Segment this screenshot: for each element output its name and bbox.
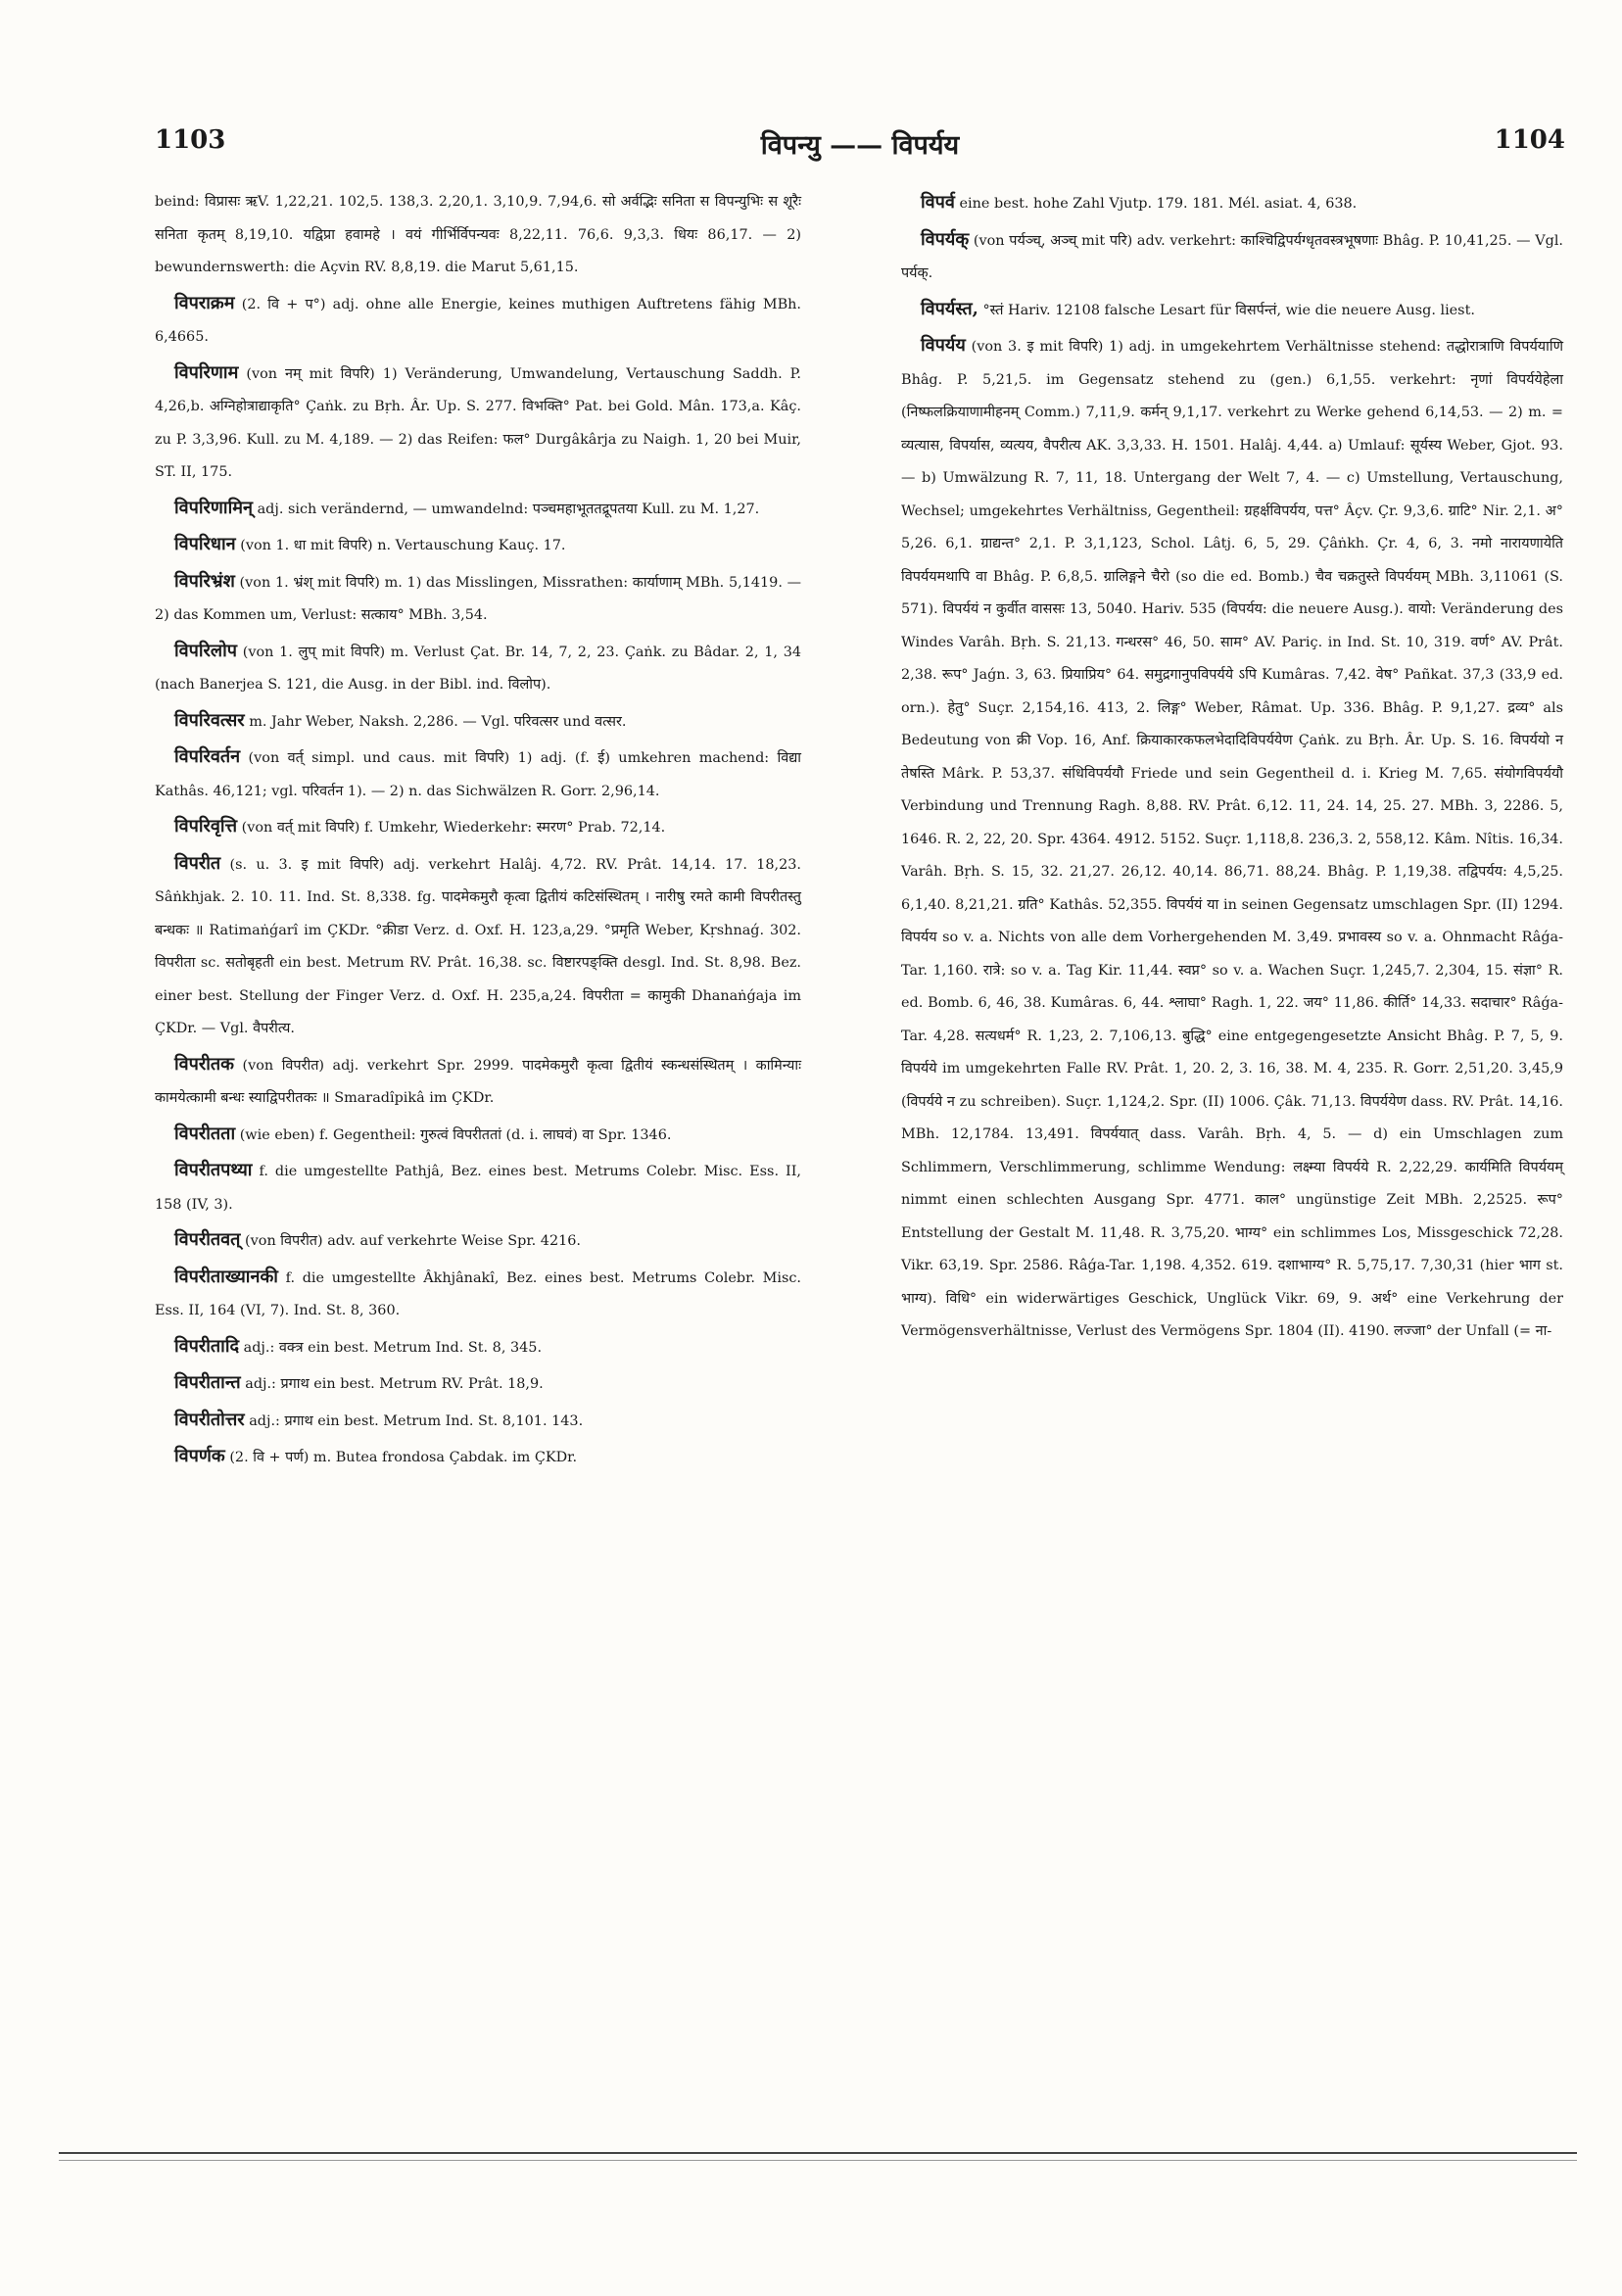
dictionary-entry bbox=[155, 357, 801, 490]
left-column bbox=[155, 186, 801, 1477]
entry-body: (von 3. इ mit विपरि) 1) adj. in umgekehrtem Verhältnisse stehend: तद्धोरात्राणि विपर्ययाणि Bhâg. P. 5,21,5. im Gegensatz stehend zu (gen.) 6,1,55. verkehrt: नृणां विपर्ययेहेला (निष्फलक्रियाणामीहनम् Comm.) 7,11,9. कर्मन् 9,1,17. verkehrt zu Werke gehend 6,14,53. — 2) m. = व्यत्यास, विपर्यास, व्यत्यय, वैपरीत्य AK. 3,3,33. H. 1501. Halâj. 4,44. a) Umlauf: सूर्यस्य Weber, Gjot. 93. — b) Umwälzung R. 7, 11, 18. Untergang der Welt 7, 4. — c) Umstellung, Vertauschung, Wechsel; umgekehrtes Verhältniss, Gegentheil: ग्रहर्क्षविपर्यय, पत्त° Âçv. Çr. 9,3,6. ग्राटि° Nir. 2,1. अ° 5,26. 6,1. ग्राद्यन्त° 2,1. P. 3,1,123, Schol. Lâtj. 6, 5, 29. Çâṅkh. Çr. 4, 6, 3. नमो नारायणायेति विपर्ययमथापि वा Bhâg. P. 6,8,5. ग्रालिङ्गने चैरो (so die ed. Bomb.) चैव चक्रतुस्ते विपर्ययम् MBh. 3,11061 (S. 571). विपर्ययं न कुर्वीत वाससः 13, 5040. Hariv. 535 (विपर्यय: die neuere Ausg.). वायो: Veränderung des Windes Varâh. Bṛh. S. 21,13. गन्धरस° 46, 50. साम° AV. Pariç. in Ind. St. 10, 319. वर्ण° AV. Prât. 2,38. रूप° Jaǵn. 3, 63. प्रियाप्रिय° 64. समुद्रगानुपविपर्यये ऽपि Kumâras. 7,42. वेष° Pañkat. 37,3 (33,9 ed. orn.). हेतु° Suçr. 2,154,16. 413, 2. लिङ्ग° Weber, Râmat. Up. 336. Bhâg. P. 9,1,27. द्रव्य° als Bedeutung von क्री Vop. 16, Anf. क्रियाकारकफलभेदादिविपर्ययेण Çaṅk. zu Bṛh. Âr. Up. S. 16. विपर्ययो न तेषस्ति Mârk. P. 53,37. संधिविपर्ययौ Friede und sein Gegentheil d. i. Krieg M. 7,65. संयोगविपर्ययौ Verbindung und Trennung Ragh. 8,88. RV. Prât. 6,12. 11, 24. 14, 25. 27. MBh. 3, 2286. 5, 1646. R. 2, 22, 20. Spr. 4364. 4912. 5152. Suçr. 1,118,8. 236,3. 2, 558,12. Kâm. Nîtis. 16,34. Varâh. Bṛh. S. 15, 32. 21,27. 26,12. 40,14. 86,71. 88,24. Bhâg. P. 1,19,38. तद्विपर्यय: 4,5,25. 6,1,40. 8,21,21. ग्रति° Kathâs. 52,355. विपर्ययं या in seinen Gegensatz umschlagen Spr. (II) 1294. विपर्यय so v. a. Nichts von alle dem Vorhergehenden M. 3,49. प्रभावस्य so v. a. Ohnmacht Râǵa-Tar. 1,160. रात्रे: so v. a. Tag Kir. 11,44. स्वप्न° so v. a. Wachen Suçr. 1,245,7. 2,304, 15. संज्ञा° R. ed. Bomb. 6, 46, 38. Kumâras. 6, 44. श्लाघा° Ragh. 1, 22. जय° 11,86. कीर्ति° 14,33. सदाचार° Râǵa-Tar. 4,28. सत्यधर्म° R. 1,23, 2. 7,106,13. बुद्धि° eine entgegengesetzte Ansicht Bhâg. P. 7, 5, 9. विपर्यये im umgekehrten Falle RV. Prât. 1, 20. 2, 3. 16, 38. M. 4, 235. R. Gorr. 2,51,20. 3,45,9 (विपर्यये न zu schreiben). Suçr. 1,124,2. Spr. (II) 1006. Çâk. 71,13. विपर्ययेण dass. RV. Prât. 14,16. MBh. 12,1784. 13,491. विपर्ययात् dass. Varâh. Bṛh. 4, 5. — d) ein Umschlagen zum Schlimmern, Verschlimmerung, schlimme Wendung: लक्ष्म्या विपर्यये R. 2,22,29. कार्यमिति विपर्ययम् nimmt einen schlechten Ausgang Spr. 4771. काल° ungünstige Zeit MBh. 2,2525. रूप° Entstellung der Gestalt M. 11,48. R. 3,75,20. भाग्य° ein schlimmes Los, Missgeschick 72,28. Vikr. 63,19. Spr. 2586. Râǵa-Tar. 1,198. 4,352. 619. दशाभाग्य° R. 5,75,17. 7,30,31 (hier भाग st. भाग्य). विधि° ein widerwärtiges Geschick, Unglück Vikr. 69, 9. अर्थ° eine Verkehrung der Vermögensverhältnisse, Verlust des Vermögens Spr. 1804 (II). 4190. लज्जा° der Unfall (= ना- bbox=[901, 339, 1564, 1339]
dictionary-entry bbox=[155, 1261, 801, 1328]
dictionary-entry bbox=[155, 565, 801, 633]
entry-body: adj.: वक्त्र ein best. Metrum Ind. St. 8, 345. bbox=[243, 1339, 543, 1356]
dictionary-entry bbox=[155, 1330, 801, 1365]
entry-headword: विपरीतान्त bbox=[174, 1372, 241, 1393]
dictionary-entry bbox=[155, 704, 801, 740]
dictionary-entry bbox=[901, 186, 1563, 221]
entry-headword: विपरिणाम bbox=[174, 361, 239, 383]
entry-headword: विपरीतपथ्या bbox=[174, 1160, 253, 1180]
dictionary-entry bbox=[155, 847, 801, 1046]
entry-headword: विपरीत bbox=[174, 852, 221, 874]
dictionary-entry bbox=[155, 186, 801, 285]
entry-body: m. Jahr Weber, Naksh. 2,286. — Vgl. परिवत्सर und वत्सर. bbox=[249, 713, 627, 730]
entry-headword: विपरिवृत्ति bbox=[174, 816, 238, 837]
page-header bbox=[155, 125, 1565, 165]
entry-headword: विपर्यय bbox=[921, 335, 966, 356]
entry-body: (von विपरीत) adv. auf verkehrte Weise Spr. 4216. bbox=[245, 1233, 582, 1249]
entry-body: °स्तं Hariv. 12108 falsche Lesart für विसर्पन्तं, wie die neuere Ausg. liest. bbox=[982, 302, 1475, 318]
entry-body: f. die umgestellte Pathjâ, Bez. eines best. Metrums Colebr. Misc. Ess. II, 158 (IV, 3). bbox=[155, 1164, 801, 1213]
dictionary-entry bbox=[155, 1366, 801, 1402]
entry-headword: विपरिलोप bbox=[174, 640, 238, 661]
dictionary-entry bbox=[155, 635, 801, 702]
entry-body: (von विपरीत) adj. verkehrt Spr. 2999. पादमेकमुरौ कृत्वा द्वितीयं स्कन्धसंस्थितम् । कामिन्याः कामयेत्कामी बन्धः स्याद्विपरीतकः ॥ Smaradîpikâ im ÇKDr. bbox=[155, 1057, 801, 1106]
dictionary-entry bbox=[901, 329, 1563, 1349]
dictionary-entry bbox=[155, 492, 801, 527]
footer-rule bbox=[59, 2152, 1577, 2154]
entry-body: (s. u. 3. इ mit विपरि) adj. verkehrt Halâj. 4,72. RV. Prât. 14,14. 17. 18,23. Sâṅkhjak. 2. 10. 11. Ind. St. 8,338. fg. पादमेकमुरौ कृत्वा द्वितीयं कटिसंस्थितम् । नारीषु रमते कामी विपरीतस्तु बन्धकः ॥ Ratimaṅǵarî im ÇKDr. °क्रीडा Verz. d. Oxf. H. 123,a,29. °प्रमृति Weber, Kṛshnaǵ. 302. विपरीता sc. सतोबृहती ein best. Metrum RV. Prât. 16,38. sc. विष्टारपङ्क्ति desgl. Ind. St. 8,98. Bez. einer best. Stellung der Finger Verz. d. Oxf. H. 235,a,24. विपरीता = कामुकी Dhanaṅǵaja im ÇKDr. — Vgl. वैपरीत्य. bbox=[155, 856, 801, 1036]
entry-headword: विपरिणामिन् bbox=[174, 497, 254, 518]
dictionary-entry bbox=[155, 287, 801, 355]
dictionary-entry bbox=[901, 293, 1563, 328]
entry-body: (2. वि + पर्ण) m. Butea frondosa Çabdak. im ÇKDr. bbox=[229, 1450, 578, 1465]
footer-rule-thin bbox=[59, 2160, 1577, 2161]
entry-headword: विपरिवर्तन bbox=[174, 746, 241, 767]
entry-body: eine best. hohe Zahl Vjutp. 179. 181. Mél. asiat. 4, 638. bbox=[959, 196, 1358, 212]
entry-headword: विपराक्रम bbox=[174, 292, 235, 313]
dictionary-entry bbox=[155, 1118, 801, 1153]
entry-body: adj.: प्रगाथ ein best. Metrum Ind. St. 8,101. 143. bbox=[249, 1412, 584, 1429]
entry-headword: विपरिधान bbox=[174, 534, 236, 554]
entry-body: (von 1. धा mit विपरि) n. Vertauschung Kauç. 17. bbox=[240, 538, 566, 553]
dictionary-entry bbox=[155, 528, 801, 563]
entry-body: beind: विप्रासः ऋV. 1,22,21. 102,5. 138,3. 2,20,1. 3,10,9. 7,94,6. सो अर्वद्भिः सनिता स विपन्युभिः स शूरैः सनिता कृतम् 8,19,10. यद्विप्रा हवामहे । वयं गीर्भिर्विपन्यवः 8,22,11. 76,6. 9,3,3. धियः 86,17. — 2) bewundernswerth: die Açvin RV. 8,8,19. die Marut 5,61,15. bbox=[155, 194, 801, 275]
entry-body: (von 1. लुप् mit विपरि) m. Verlust Çat. Br. 14, 7, 2, 23. Çaṅk. zu Bâdar. 2, 1, 34 (nach Banerjea S. 121, die Ausg. in der Bibl. ind. विलोप). bbox=[155, 644, 802, 693]
entry-headword: विपरीतादि bbox=[174, 1335, 240, 1357]
entry-body: adj.: प्रगाथ ein best. Metrum RV. Prât. 18,9. bbox=[245, 1376, 544, 1392]
entry-headword: विपर्णक bbox=[174, 1446, 225, 1466]
entry-body: (von पर्यञ्च्, अञ्च् mit परि) adv. verkehrt: काश्चिद्विपर्यग्धृतवस्त्रभूषणाः Bhâg. P. 10,41,25. — Vgl. पर्यक्. bbox=[901, 232, 1564, 281]
entry-headword: विपरीतोत्तर bbox=[174, 1409, 245, 1430]
entry-body: adj. sich verändernd, — umwandelnd: पञ्चमहाभूततद्रूपतया Kull. zu M. 1,27. bbox=[257, 501, 760, 517]
entry-body: (2. वि + प°) adj. ohne alle Energie, keines muthigen Auftretens fähig MBh. 6,4665. bbox=[155, 296, 801, 345]
entry-headword: विपरिभ्रंश bbox=[174, 570, 235, 592]
page-number-right: 1104 bbox=[1494, 125, 1565, 155]
dictionary-entry bbox=[155, 1223, 801, 1259]
dictionary-entry bbox=[155, 741, 801, 808]
entry-headword: विपर्व bbox=[921, 192, 955, 213]
running-head: विपन्यु —— विपर्यय bbox=[760, 130, 960, 161]
dictionary-entry bbox=[155, 1154, 801, 1221]
dictionary-entry bbox=[155, 810, 801, 845]
right-column bbox=[901, 186, 1563, 1351]
entry-headword: विपरिवत्सर bbox=[174, 709, 245, 731]
entry-headword: विपर्यक् bbox=[921, 228, 970, 250]
entry-body: f. die umgestellte Âkhjânakî, Bez. eines best. Metrums Colebr. Misc. Ess. II, 164 (VI, 7). Ind. St. 8, 360. bbox=[155, 1269, 801, 1318]
entry-headword: विपरीतता bbox=[174, 1123, 236, 1144]
entry-body: (von नम् mit विपरि) 1) Veränderung, Umwandelung, Vertauschung Saddh. P. 4,26,b. अग्निहोत्राद्याकृति° Çaṅk. zu Bṛh. Âr. Up. S. 277. विभक्ति° Pat. bei Gold. Mân. 173,a. Kâç. zu P. 3,3,96. Kull. zu M. 4,189. — 2) das Reifen: फल° Durgâkârja zu Naigh. 1, 20 bei Muir, ST. II, 175. bbox=[155, 365, 801, 480]
dictionary-entry bbox=[901, 223, 1563, 291]
entry-headword: विपर्यस्त, bbox=[921, 298, 978, 319]
entry-body: (von वर्त् mit विपरि) f. Umkehr, Wiederkehr: स्मरण° Prab. 72,14. bbox=[241, 820, 666, 836]
entry-body: (wie eben) f. Gegentheil: गुरुत्वं विपरीततां (d. i. लाघवं) वा Spr. 1346. bbox=[239, 1126, 672, 1143]
dictionary-entry bbox=[155, 1048, 801, 1116]
entry-body: (von वर्त् simpl. und caus. mit विपरि) 1) adj. (f. ई) umkehren machend: विद्या Kathâs. 46,121; vgl. परिवर्तन 1). — 2) n. das Sichwälzen R. Gorr. 2,96,14. bbox=[155, 750, 801, 799]
entry-headword: विपरीतवत् bbox=[174, 1229, 241, 1250]
page-number-left: 1103 bbox=[155, 125, 226, 155]
dictionary-entry bbox=[155, 1440, 801, 1475]
entry-body: (von 1. भ्रंश् mit विपरि) m. 1) das Misslingen, Missrathen: कार्याणाम् MBh. 5,1419. — 2) das Kommen um, Verlust: सत्काय° MBh. 3,54. bbox=[155, 574, 801, 623]
entry-headword: विपरीताख्यानकी bbox=[174, 1266, 278, 1287]
entry-headword: विपरीतक bbox=[174, 1053, 235, 1075]
dictionary-entry bbox=[155, 1404, 801, 1439]
